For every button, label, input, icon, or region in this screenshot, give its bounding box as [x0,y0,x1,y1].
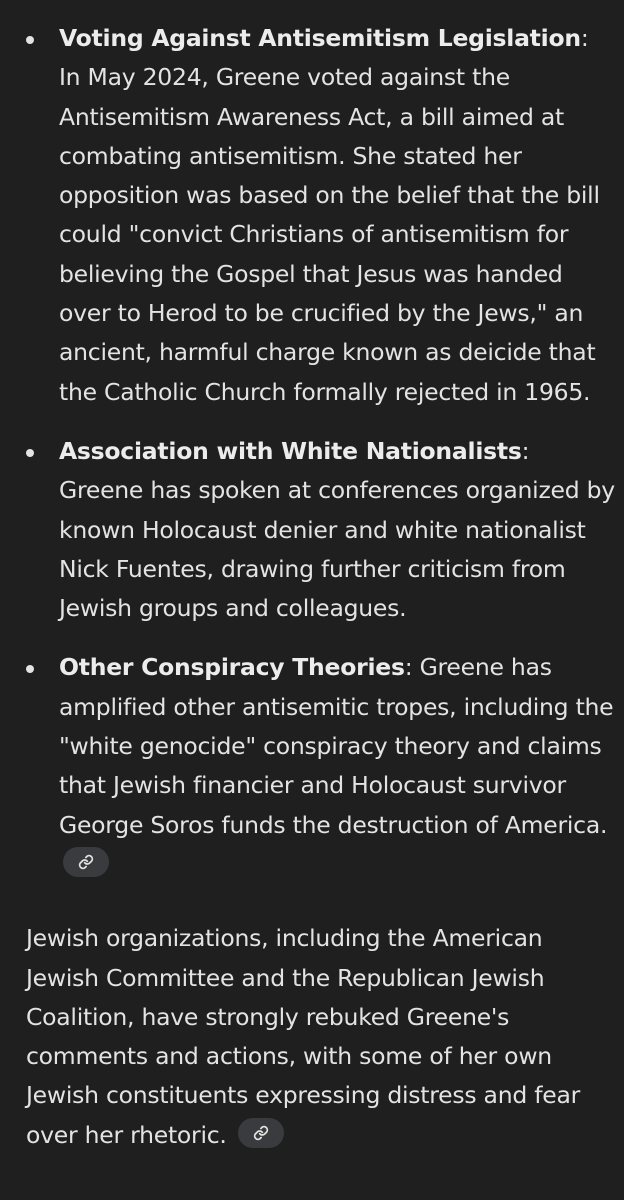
summary-text: Jewish organizations, including the American Jewish Committee and the Republican Jewish Coalition, have strongly rebuked Greene's comments and actions, with some of her own Jewish constituents expressing distress and fear over her rhetoric. [26,924,581,1149]
list-item [0,432,624,628]
bullet-text: : In May 2024, Greene voted against the Antisemitism Awareness Act, a bill aimed at combating antisemitism. She stated her opposition was based on the belief that the bill could "convict Christians of antisemitism for believing the Gospel that Jesus was handed over to Herod to be crucified by the Jews," an ancient, harmful charge known as deicide that the Catholic Church formally rejected in 1965. [59,24,600,406]
bullet-term: Association with White Nationalists [59,436,522,465]
source-link-button[interactable] [238,1118,284,1148]
bullet-text: : Greene has spoken at conferences organized by known Holocaust denier and white nationalist Nick Fuentes, drawing further criticism from Jewish groups and colleagues. [59,436,615,623]
bullet-term: Voting Against Antisemitism Legislation [59,24,581,52]
link-icon [78,854,94,870]
bullet-text: : Greene has amplified other antisemitic tropes, including the "white genocide" conspiracy theory and claims that Jewish financier and Holocaust survivor George Soros funds the destruction of America. [59,653,614,839]
link-icon [253,1125,269,1141]
list-item [0,648,624,884]
list-item [0,19,624,412]
bullet-list [0,19,624,884]
response-content [0,19,624,1155]
summary-paragraph [0,919,624,1155]
bullet-term: Other Conspiracy Theories [59,653,405,682]
source-link-button[interactable] [63,847,109,877]
